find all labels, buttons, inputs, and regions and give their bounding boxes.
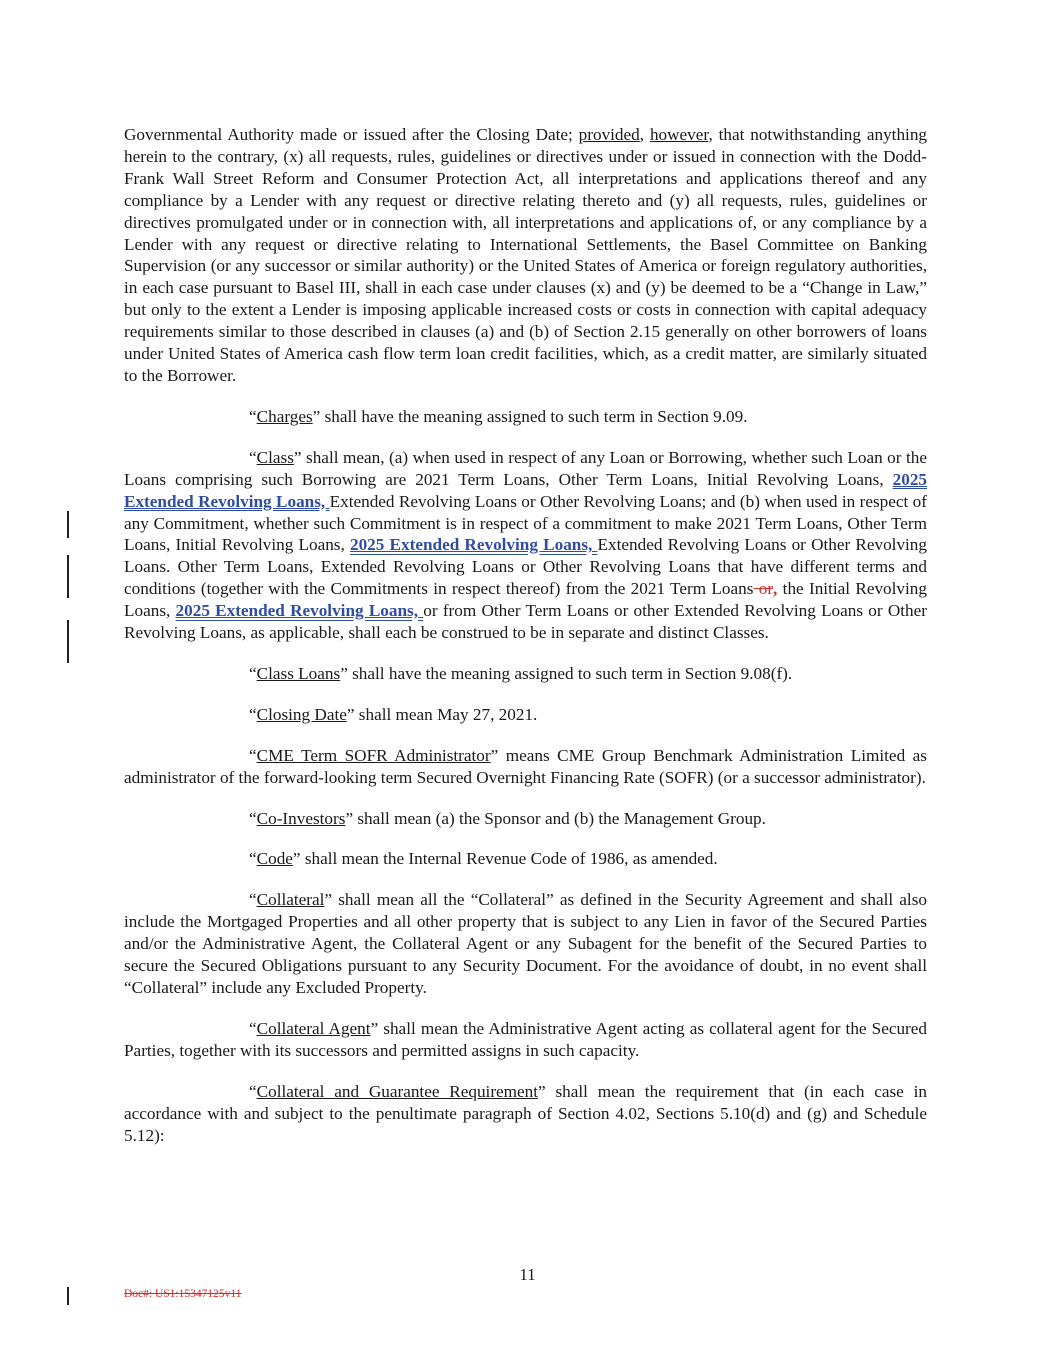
- definition-collateral-and-guarantee-requirement: “Collateral and Guarantee Requirement” shall mean the requirement that (in each case in accordance with and subject to the penultimate paragraph of Section 4.02, Sections 5.10(d) and (g) and Schedule 5.12):: [124, 1081, 927, 1145]
- change-bar: [67, 555, 69, 598]
- change-bar: [67, 511, 69, 538]
- paragraph-change-in-law-continued: Governmental Authority made or issued after the Closing Date; provided, however, that notwithstanding anything herein to the contrary, (x) all requests, rules, guidelines or directives under or issued in connection with the Dodd-Frank Wall Street Reform and Consumer Protection Act, all interpretations and applications thereof and any compliance by a Lender with any request or directive relating thereto and (y) all requests, rules, guidelines or directives promulgated under or in connection with, all interpretations and applications of, or any compliance by a Lender with any request or directive relating to International Settlements, the Basel Committee on Banking Supervision (or any successor or similar authority) or the United States of America or foreign regulatory authorities, in each case pursuant to Basel III, shall in each case under clauses (x) and (y) be deemed to be a “Change in Law,” but only to the extent a Lender is imposing applicable increased costs or costs in connection with capital adequacy requirements similar to those described in clauses (a) and (b) of Section 2.15 generally on other borrowers of loans under United States of America cash flow term loan credit facilities, which, as a credit matter, are similarly situated to the Borrower.: [124, 125, 928, 385]
- definition-closing-date: “Closing Date” shall mean May 27, 2021.: [249, 704, 538, 724]
- definition-collateral: “Collateral” shall mean all the “Collateral” as defined in the Security Agreement and shall also include the Mortgaged Properties and all other property that is subject to any Lien in favor of the Secured Parties and/or the Administrative Agent, the Collateral Agent or any Subagent for the benefit of the Secured Parties to secure the Secured Obligations pursuant to any Security Document. For the avoidance of doubt, in no event shall “Collateral” include any Excluded Property.: [124, 890, 927, 997]
- definition-collateral-agent: “Collateral Agent” shall mean the Administrative Agent acting as collateral agent for the Secured Parties, together with its successors and permitted assigns in such capacity.: [124, 1018, 927, 1060]
- definition-charges: “Charges” shall have the meaning assigned to such term in Section 9.09.: [249, 406, 748, 426]
- defined-term: Class Loans: [256, 663, 341, 683]
- deleted-text: or: [753, 579, 774, 599]
- defined-term: CME Term SOFR Administrator: [256, 745, 491, 765]
- change-bar: [67, 620, 69, 663]
- defined-term: Co-Investors: [256, 808, 346, 828]
- inserted-text: 2025 Extended Revolving Loans,: [175, 601, 424, 621]
- inserted-text: 2025 Extended Revolving Loans,: [124, 469, 927, 511]
- defined-term: Collateral and Guarantee Requirement: [256, 1081, 539, 1101]
- change-bar: [67, 1287, 69, 1305]
- document-body: [124, 124, 927, 1165]
- definition-cme-term-sofr-administrator: “CME Term SOFR Administrator” means CME Group Benchmark Administration Limited as administrator of the forward-looking term Secured Overnight Financing Rate (SOFR) (or a successor administrator).: [124, 745, 927, 787]
- definition-class: “Class” shall mean, (a) when used in respect of any Loan or Borrowing, whether such Loan or the Loans comprising such Borrowing are 2021 Term Loans, Other Term Loans, Initial Revolving Loans, 2025 Extended Revolving Loans, Extended Revolving Loans or Other Revolving Loans; and (b) when used in respect of any Commitment, whether such Commitment is in respect of a commitment to make 2021 Term Loans, Other Term Loans, Initial Revolving Loans, 2025 Extended Revolving Loans, Extended Revolving Loans or Other Revolving Loans. Other Term Loans, Extended Revolving Loans or Other Revolving Loans that have different terms and conditions (together with the Commitments in respect thereof) from the 2021 Term Loans or, the Initial Revolving Loans, 2025 Extended Revolving Loans, or from Other Term Loans or other Extended Revolving Loans or Other Revolving Loans, as applicable, shall each be construed to be in separate and distinct Classes.: [124, 447, 927, 643]
- however-term: however: [649, 125, 709, 144]
- defined-term: Class: [256, 447, 294, 467]
- defined-term: Closing Date: [256, 704, 347, 724]
- inserted-text: 2025 Extended Revolving Loans,: [349, 535, 598, 555]
- page-number: 11: [519, 1265, 536, 1284]
- document-id: Doc#: US1:15347125v11: [124, 1288, 242, 1300]
- inserted-comma: ,: [773, 579, 778, 599]
- defined-term: Collateral Agent: [256, 1018, 371, 1038]
- defined-term: Charges: [256, 406, 313, 426]
- defined-term: Code: [256, 849, 293, 869]
- provided-term: provided: [578, 125, 640, 144]
- defined-term: Collateral: [256, 890, 325, 910]
- definition-class-loans: “Class Loans” shall have the meaning assigned to such term in Section 9.08(f).: [249, 663, 793, 683]
- definition-co-investors: “Co-Investors” shall mean (a) the Sponsor and (b) the Management Group.: [249, 808, 766, 828]
- definition-code: “Code” shall mean the Internal Revenue Code of 1986, as amended.: [249, 849, 718, 869]
